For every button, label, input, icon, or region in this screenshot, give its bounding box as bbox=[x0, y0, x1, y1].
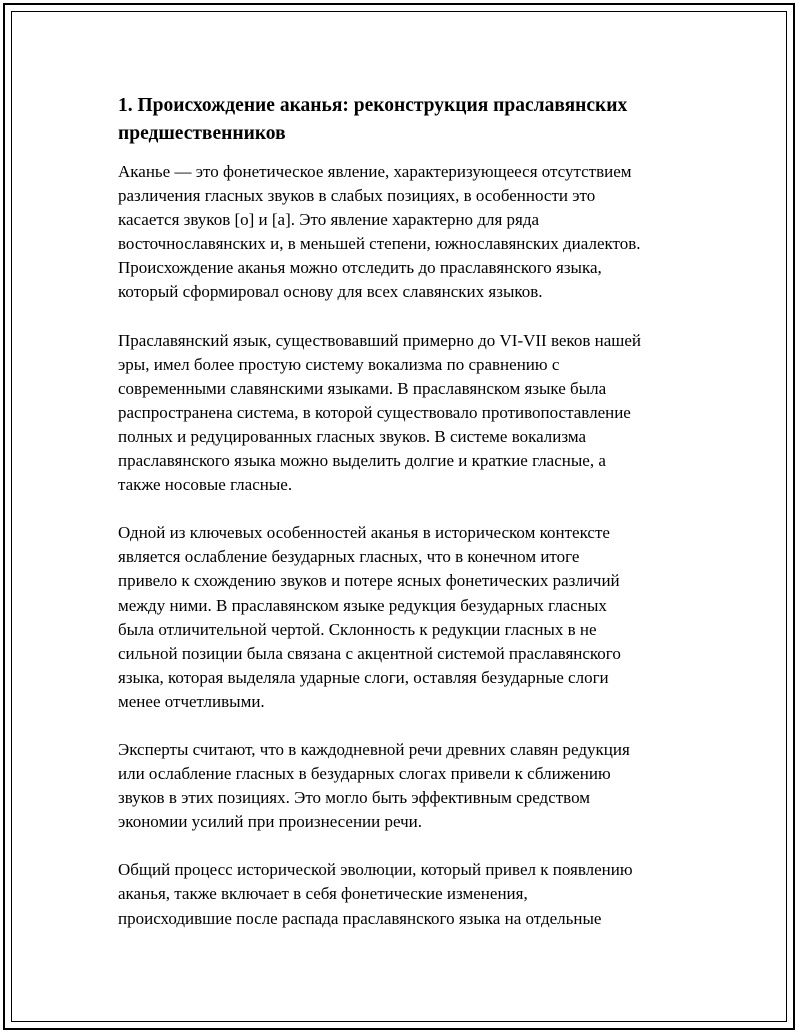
text-line: или ослабление гласных в безударных слогах привели к сближению bbox=[118, 764, 611, 784]
text-line: экономии усилий при произнесении речи. bbox=[118, 812, 423, 832]
text-line: восточнославянских и, в меньшей степени, южнославянских диалектов. bbox=[118, 234, 641, 254]
text-line: аканья, также включает в себя фонетические изменения, bbox=[118, 884, 528, 904]
text-line: является ослабление безударных гласных, что в конечном итоге bbox=[118, 547, 580, 567]
paragraph bbox=[118, 160, 698, 305]
text-line: современными славянскими языками. В праславянском языке была bbox=[118, 378, 607, 398]
text-line: праславянского языка можно выделить долгие и краткие гласные, а bbox=[118, 451, 606, 471]
section-heading bbox=[118, 92, 698, 148]
text-line: полных и редуцированных гласных звуков. В системе вокализма bbox=[118, 426, 587, 446]
text-line: Аканье — это фонетическое явление, характеризующееся отсутствием bbox=[118, 162, 632, 181]
section-heading-line: 1. Происхождение аканья: реконструкция праславянских bbox=[118, 95, 628, 116]
text-line: Эксперты считают, что в каждодневной речи древних славян редукция bbox=[118, 739, 630, 759]
text-line: менее отчетливыми. bbox=[118, 691, 265, 711]
document-content bbox=[118, 92, 698, 955]
text-line: сильной позиции была связана с акцентной системой праславянского bbox=[118, 643, 621, 663]
text-line: происходившие после распада праславянского языка на отдельные bbox=[118, 908, 602, 928]
text-line: Одной из ключевых особенностей аканья в историческом контексте bbox=[118, 523, 610, 543]
text-line: также носовые гласные. bbox=[118, 475, 293, 495]
text-line: звуков в этих позициях. Это могло быть эффективным средством bbox=[118, 788, 591, 808]
text-line: который сформировал основу для всех славянских языков. bbox=[118, 282, 543, 302]
text-line: Общий процесс исторической эволюции, который привел к появлению bbox=[118, 860, 633, 880]
section-heading-line: предшественников bbox=[118, 123, 286, 144]
paragraph bbox=[118, 329, 698, 498]
paragraph bbox=[118, 858, 698, 930]
text-line: касается звуков [о] и [а]. Это явление характерно для ряда bbox=[118, 210, 540, 230]
text-line: Происхождение аканья можно отследить до праславянского языка, bbox=[118, 258, 602, 278]
text-line: привело к схождению звуков и потере ясных фонетических различий bbox=[118, 571, 620, 591]
paragraph bbox=[118, 521, 698, 714]
text-line: эры, имел более простую систему вокализма по сравнению с bbox=[118, 354, 560, 374]
text-line: языка, которая выделяла ударные слоги, оставляя безударные слоги bbox=[118, 667, 609, 687]
text-line: между ними. В праславянском языке редукция безударных гласных bbox=[118, 595, 607, 615]
paragraph bbox=[118, 738, 698, 834]
text-line: различения гласных звуков в слабых позициях, в особенности это bbox=[118, 186, 596, 206]
text-line: распространена система, в которой существовало противопоставление bbox=[118, 402, 631, 422]
text-line: была отличительной чертой. Склонность к редукции гласных в не bbox=[118, 619, 597, 639]
text-line: Праславянский язык, существовавший примерно до VI-VII веков нашей bbox=[118, 330, 641, 350]
